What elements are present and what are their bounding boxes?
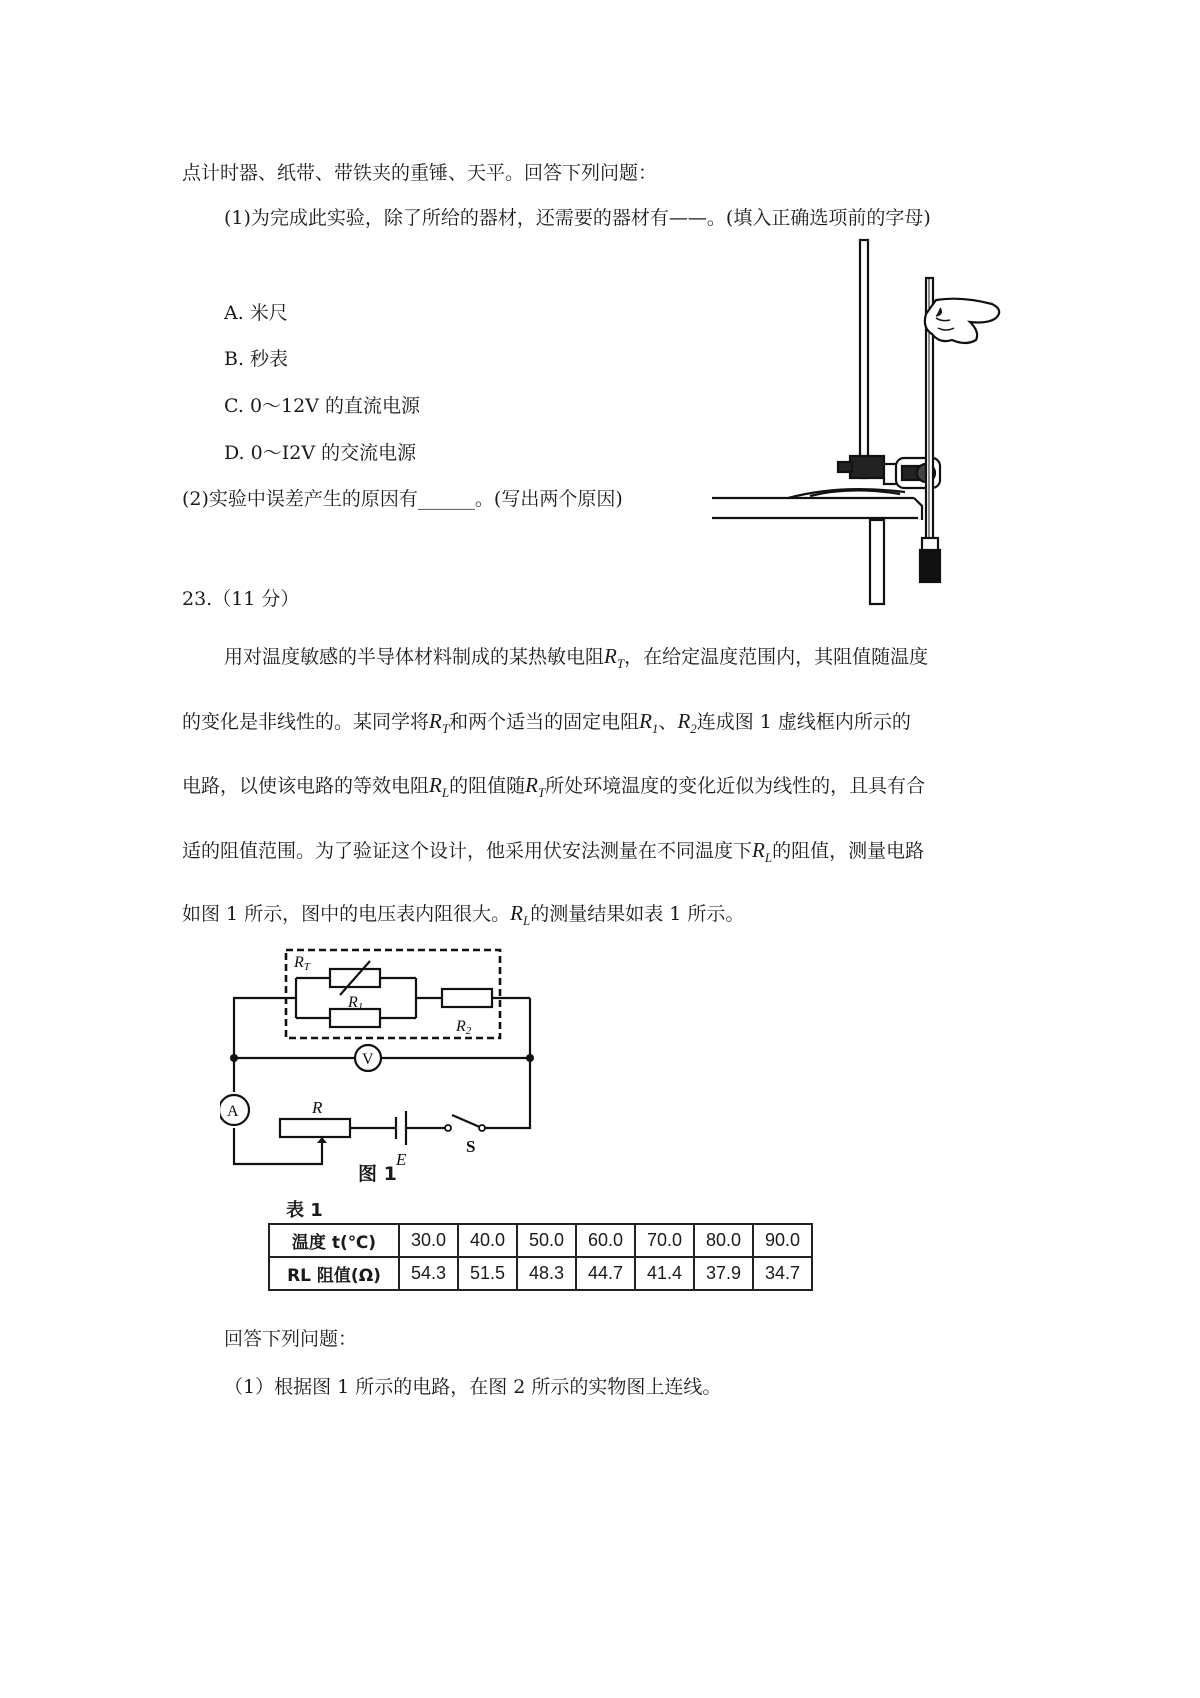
rheostat-r [280, 1119, 350, 1137]
q23-text-p2d: 连成图 1 虚线框内所示的 [696, 711, 911, 733]
table-cell: 41.4 [635, 1257, 694, 1290]
q23-text-p1a: 用对温度敏感的半导体材料制成的某热敏电阻 [224, 646, 605, 668]
table-cell: 50.0 [517, 1224, 576, 1257]
table-cell: 44.7 [576, 1257, 635, 1290]
q23-text-p3a: 电路，以使该电路的等效电阻 [182, 775, 430, 797]
table-cell: 48.3 [517, 1257, 576, 1290]
circuit-diagram-figure-1 [220, 945, 550, 1175]
q23-paragraph-line-4 [182, 840, 924, 864]
symbol-rl: $R_L$ [752, 838, 773, 866]
switch-s [445, 1125, 451, 1131]
label-r2: R2 [456, 1018, 472, 1037]
option-d: D. 0～I2V 的交流电源 [224, 442, 417, 464]
q23-text-p4b: 的阻值，测量电路 [772, 840, 925, 862]
option-b: B. 秒表 [224, 348, 289, 370]
table-1 [268, 1223, 813, 1291]
q23-text-p2a: 的变化是非线性的。某同学将 [182, 711, 430, 733]
table-cell: 80.0 [694, 1224, 753, 1257]
table-cell: 60.0 [576, 1224, 635, 1257]
table-cell: 90.0 [753, 1224, 812, 1257]
option-a: A. 米尺 [224, 302, 288, 324]
q23-text-p3c: 所处环境温度的变化近似为线性的，且具有合 [545, 775, 926, 797]
q23-text-p5b: 的测量结果如表 1 所示。 [530, 903, 745, 925]
symbol-rt: $R_T$ [604, 644, 625, 672]
answer-intro: 回答下列问题： [224, 1328, 358, 1350]
q23-text-p4a: 适的阻值范围。为了验证这个设计，他采用伏安法测量在不同温度下 [182, 840, 753, 862]
table-cell: 37.9 [694, 1257, 753, 1290]
label-r1: R1 [348, 994, 364, 1013]
symbol-rl: $R_L$ [510, 901, 531, 929]
q22-sub-question-1: (1)为完成此实验，除了所给的器材，还需要的器材有——。(填入正确选项前的字母) [224, 207, 931, 229]
experiment-apparatus-illustration [700, 238, 1030, 608]
table-cell: 70.0 [635, 1224, 694, 1257]
resistor-r1 [330, 1009, 380, 1027]
q22-sub-question-2: (2)实验中误差产生的原因有______。(写出两个原因) [182, 488, 623, 510]
q23-text-p1b: ，在给定温度范围内，其阻值随温度 [624, 646, 929, 668]
table-cell: 30.0 [399, 1224, 458, 1257]
option-c: C. 0～12V 的直流电源 [224, 395, 420, 417]
row-header-resistance: RL 阻值(Ω) [269, 1257, 399, 1290]
q23-text-p2b: 和两个适当的固定电阻 [449, 711, 640, 733]
q23-paragraph-line-3 [182, 775, 925, 799]
answer-part-1: （1）根据图 1 所示的电路，在图 2 所示的实物图上连线。 [224, 1376, 722, 1398]
table-cell: 34.7 [753, 1257, 812, 1290]
label-r: R [312, 1098, 323, 1117]
label-a: A [227, 1103, 239, 1120]
symbol-rt: $R_T$ [525, 773, 546, 801]
label-s: S [466, 1137, 476, 1156]
q23-text-p5a: 如图 1 所示，图中的电压表内阻很大。 [182, 903, 511, 925]
label-e: E [396, 1150, 407, 1169]
q22-continuation-line: 点计时器、纸带、带铁夹的重锤、天平。回答下列问题： [182, 162, 658, 184]
q23-paragraph-line-2 [182, 711, 911, 735]
table-row-temperature [269, 1224, 812, 1257]
table-cell: 54.3 [399, 1257, 458, 1290]
row-header-temperature: 温度 t(℃) [269, 1224, 399, 1257]
symbol-r2: $R_2$ [677, 709, 697, 737]
q23-paragraph-line-5 [182, 903, 744, 927]
q23-text-p3b: 的阻值随 [449, 775, 526, 797]
symbol-r1: $R_1$ [639, 709, 659, 737]
q23-text-p2c: 、 [658, 711, 678, 733]
resistor-r2 [442, 989, 492, 1007]
table-cell: 40.0 [458, 1224, 517, 1257]
q23-paragraph-line-1 [224, 646, 928, 670]
table-cell: 51.5 [458, 1257, 517, 1290]
q23-heading: 23.（11 分） [182, 588, 300, 610]
label-v: V [362, 1051, 374, 1068]
label-rt: RT [294, 954, 310, 973]
symbol-rl: $R_L$ [429, 773, 450, 801]
table-row-resistance [269, 1257, 812, 1290]
table-1-title: 表 1 [286, 1200, 323, 1221]
symbol-rt: $R_T$ [429, 709, 450, 737]
figure-1-caption: 图 1 [358, 1163, 397, 1185]
